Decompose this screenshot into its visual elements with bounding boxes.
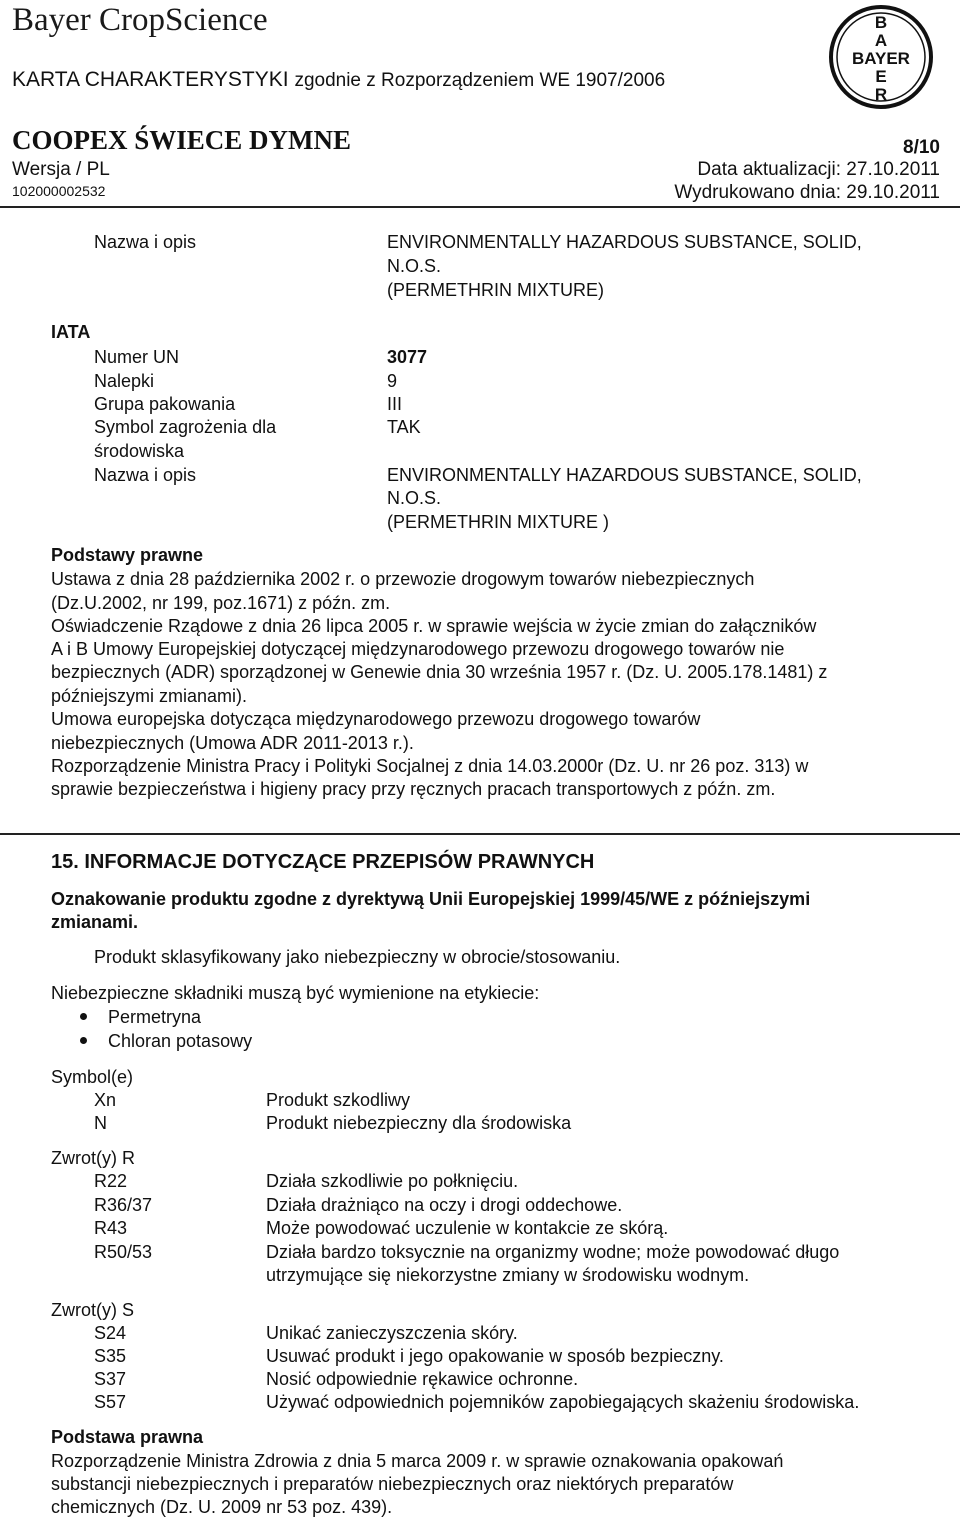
- legal-basis-15-heading: Podstawa prawna: [51, 1427, 204, 1447]
- legal-basis-line: (Dz.U.2002, nr 199, poz.1671) z późn. zm.: [51, 593, 391, 613]
- legal-basis-line: Rozporządzenie Ministra Pracy i Polityki Socjalnej z dnia 14.03.2000r (Dz. U. nr 26 poz. 313) w: [51, 756, 809, 776]
- symbol-code: N: [94, 1113, 107, 1133]
- bayer-cross-logo: [828, 4, 934, 110]
- iata-heading: IATA: [51, 322, 91, 342]
- r-phrase-text: Działa drażniąco na oczy i drogi oddechowe.: [266, 1195, 623, 1215]
- r-phrase-text-cont: utrzymujące się niekorzystne zmiany w środowisku wodnym.: [266, 1265, 750, 1285]
- s-phrase-code: S57: [94, 1392, 127, 1412]
- symbol-text: Produkt szkodliwy: [266, 1090, 411, 1110]
- transport-name-line-1: ENVIRONMENTALLY HAZARDOUS SUBSTANCE, SOLID,: [387, 232, 862, 252]
- legal-basis-line: Ustawa z dnia 28 października 2002 r. o przewozie drogowym towarów niebezpiecznych: [51, 569, 755, 589]
- update-date: Data aktualizacji: 27.10.2011: [697, 159, 940, 180]
- symbols-heading: Symbol(e): [51, 1067, 134, 1087]
- document-number: 102000002532: [12, 183, 106, 199]
- labels-value: 9: [387, 371, 398, 391]
- component-item: Chloran potasowy: [108, 1031, 253, 1051]
- r-phrase-code: R22: [94, 1171, 128, 1191]
- s-phrase-text: Używać odpowiednich pojemników zapobiegających skażeniu środowiska.: [266, 1392, 860, 1412]
- r-phrase-code: R36/37: [94, 1195, 153, 1215]
- packing-group-label: Grupa pakowania: [94, 394, 236, 414]
- env-hazard-label-2: środowiska: [94, 441, 185, 461]
- legal-basis-line: sprawie bezpieczeństwa i higieny pracy przy ręcznych pracach transportowych z późn. zm.: [51, 779, 776, 799]
- company-name: Bayer CropScience: [12, 2, 268, 38]
- svg-text:B: B: [874, 13, 888, 32]
- legal-basis-15-line: Rozporządzenie Ministra Zdrowia z dnia 5 marca 2009 r. w sprawie oznakowania opakowań: [51, 1451, 784, 1471]
- transport-name-line-3: (PERMETHRIN MIXTURE): [387, 280, 604, 300]
- legal-basis-line: Oświadczenie Rządowe z dnia 26 lipca 2005 r. w sprawie wejścia w życie zmian do załączników: [51, 616, 817, 636]
- svg-text:BAYER: BAYER: [852, 49, 910, 68]
- labelling-subheading-2: zmianami.: [51, 912, 139, 932]
- document-title: KARTA CHARAKTERYSTYKI zgodnie z Rozporządzeniem WE 1907/2006: [12, 68, 666, 91]
- s-phrase-code: S37: [94, 1369, 127, 1389]
- section-15-heading: 15. INFORMACJE DOTYCZĄCE PRZEPISÓW PRAWNYCH: [51, 851, 595, 873]
- r-phrase-code: R50/53: [94, 1242, 153, 1262]
- iata-name-label: Nazwa i opis: [94, 465, 197, 485]
- r-phrase-text: Może powodować uczulenie w kontakcie ze skórą.: [266, 1218, 669, 1238]
- component-item: Permetryna: [108, 1007, 202, 1027]
- header-divider: [0, 206, 960, 208]
- print-date: Wydrukowano dnia: 29.10.2011: [674, 182, 940, 203]
- s-phrase-code: S35: [94, 1346, 127, 1366]
- legal-basis-line: Umowa europejska dotycząca międzynarodowego przewozu drogowego towarów: [51, 709, 701, 729]
- classification-text: Produkt sklasyfikowany jako niebezpieczny w obrocie/stosowaniu.: [94, 947, 621, 967]
- product-name: COOPEX ŚWIECE DYMNE: [12, 125, 352, 155]
- r-phrase-text: Działa szkodliwie po połknięciu.: [266, 1171, 519, 1191]
- iata-name-line-3: (PERMETHRIN MIXTURE ): [387, 512, 609, 532]
- legal-basis-line: bezpiecznych (ADR) sporządzonej w Genewie dnia 30 września 1957 r. (Dz. U. 2005.178.1481) z: [51, 662, 828, 682]
- svg-text:E: E: [875, 67, 887, 86]
- legal-basis-line: niebezpiecznych (Umowa ADR 2011-2013 r.).: [51, 733, 414, 753]
- legal-basis-15-line: chemicznych (Dz. U. 2009 nr 53 poz. 439).: [51, 1497, 393, 1517]
- iata-name-line-1: ENVIRONMENTALLY HAZARDOUS SUBSTANCE, SOLID,: [387, 465, 862, 485]
- transport-name-line-2: N.O.S.: [387, 256, 442, 276]
- s-phrase-text: Nosić odpowiednie rękawice ochronne.: [266, 1369, 579, 1389]
- legal-basis-line: późniejszymi zmianami).: [51, 686, 248, 706]
- components-intro: Niebezpieczne składniki muszą być wymienione na etykiecie:: [51, 983, 540, 1003]
- svg-text:A: A: [874, 31, 888, 50]
- r-phrase-text: Działa bardzo toksycznie na organizmy wodne; może powodować długo: [266, 1242, 840, 1262]
- iata-name-line-2: N.O.S.: [387, 488, 442, 508]
- section-divider: [0, 833, 960, 835]
- env-hazard-label-1: Symbol zagrożenia dla: [94, 417, 277, 437]
- labels-label: Nalepki: [94, 371, 155, 391]
- s-phrase-code: S24: [94, 1323, 127, 1343]
- legal-basis-heading: Podstawy prawne: [51, 545, 204, 565]
- s-phrase-text: Unikać zanieczyszczenia skóry.: [266, 1323, 518, 1343]
- s-phrases-heading: Zwrot(y) S: [51, 1300, 134, 1320]
- r-phrases-heading: Zwrot(y) R: [51, 1148, 135, 1168]
- r-phrase-code: R43: [94, 1218, 128, 1238]
- bullet-icon: [80, 1037, 87, 1044]
- legal-basis-15-line: substancji niebezpiecznych i preparatów niebezpiecznych oraz niektórych preparatów: [51, 1474, 734, 1494]
- un-number-value: 3077: [387, 347, 428, 367]
- un-number-label: Numer UN: [94, 347, 180, 367]
- symbol-text: Produkt niebezpieczny dla środowiska: [266, 1113, 572, 1133]
- symbol-code: Xn: [94, 1090, 117, 1110]
- s-phrase-text: Usuwać produkt i jego opakowanie w sposób bezpieczny.: [266, 1346, 724, 1366]
- version: Wersja / PL: [12, 159, 110, 180]
- labelling-subheading-1: Oznakowanie produktu zgodne z dyrektywą Unii Europejskiej 1999/45/WE z późniejszymi: [51, 889, 811, 909]
- page-number: 8/10: [903, 137, 940, 158]
- svg-text:R: R: [874, 85, 888, 104]
- legal-basis-line: A i B Umowy Europejskiej dotyczącej międzynarodowego przewozu drogowego towarów nie: [51, 639, 785, 659]
- transport-name-label: Nazwa i opis: [94, 232, 197, 252]
- packing-group-value: III: [387, 394, 403, 414]
- env-hazard-value: TAK: [387, 417, 421, 437]
- bullet-icon: [80, 1013, 87, 1020]
